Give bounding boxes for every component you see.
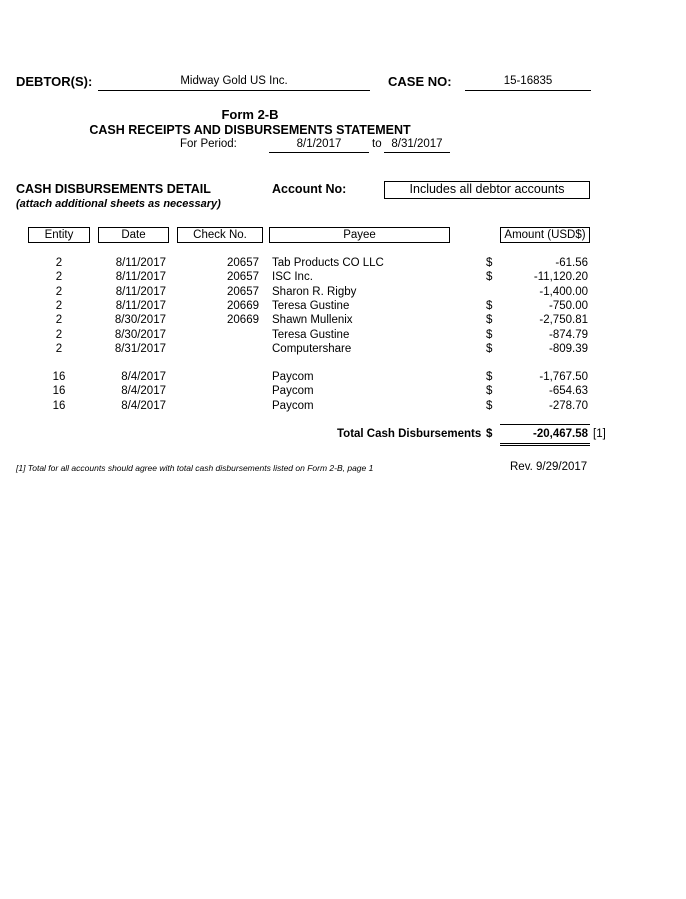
row-payee: Computershare <box>272 343 352 355</box>
row-payee: Tab Products CO LLC <box>272 257 384 269</box>
row-entity: 16 <box>52 385 66 397</box>
period-from: 8/1/2017 <box>296 138 342 150</box>
row-currency: $ <box>486 314 493 326</box>
case-value: 15-16835 <box>503 75 553 87</box>
row-entity: 2 <box>55 329 63 341</box>
row-date: 8/4/2017 <box>121 371 166 383</box>
row-amount: -61.56 <box>555 257 588 269</box>
period-to-word: to <box>372 138 382 150</box>
section-note: (attach additional sheets as necessary) <box>16 198 221 210</box>
col-header-amount: Amount (USD$) <box>500 227 590 243</box>
account-label: Account No: <box>272 182 347 196</box>
row-payee: Sharon R. Rigby <box>272 286 357 298</box>
row-amount: -1,767.50 <box>539 371 588 383</box>
row-date: 8/30/2017 <box>114 314 166 326</box>
col-header-payee: Payee <box>269 227 450 243</box>
period-label: For Period: <box>180 138 237 150</box>
row-amount: -654.63 <box>548 385 588 397</box>
row-entity: 2 <box>55 343 63 355</box>
col-header-check: Check No. <box>177 227 263 243</box>
period-from-underline <box>269 152 369 153</box>
col-header-entity: Entity <box>28 227 90 243</box>
period-to: 8/31/2017 <box>391 138 443 150</box>
total-footnote-ref: [1] <box>593 428 606 440</box>
total-double-rule <box>500 441 590 446</box>
case-label: CASE NO: <box>388 74 452 89</box>
row-amount: -11,120.20 <box>533 271 588 283</box>
account-value-box: Includes all debtor accounts <box>384 181 590 199</box>
row-amount: -1,400.00 <box>539 286 588 298</box>
row-date: 8/11/2017 <box>115 300 166 312</box>
row-date: 8/11/2017 <box>115 286 166 298</box>
row-check-no: 20669 <box>227 314 259 326</box>
revision-date: Rev. 9/29/2017 <box>510 461 588 473</box>
debtor-value: Midway Gold US Inc. <box>180 75 288 87</box>
row-date: 8/11/2017 <box>115 257 166 269</box>
row-entity: 2 <box>55 257 63 269</box>
row-amount: -2,750.81 <box>539 314 588 326</box>
form-title: CASH RECEIPTS AND DISBURSEMENTS STATEMENT <box>89 123 411 137</box>
row-entity: 2 <box>55 300 63 312</box>
row-currency: $ <box>486 385 493 397</box>
row-currency: $ <box>486 271 493 283</box>
footnote-text: [1] Total for all accounts should agree with total cash disbursements listed on Form 2-B, page 1 <box>16 463 374 473</box>
row-payee: Teresa Gustine <box>272 300 350 312</box>
debtor-label: DEBTOR(S): <box>16 74 93 89</box>
total-currency: $ <box>486 428 493 440</box>
row-payee: ISC Inc. <box>272 271 313 283</box>
total-label: Total Cash Disbursements <box>337 428 482 440</box>
total-value: -20,467.58 <box>533 428 588 440</box>
row-date: 8/30/2017 <box>114 329 166 341</box>
row-date: 8/4/2017 <box>121 400 166 412</box>
period-to-underline <box>384 152 450 153</box>
row-check-no: 20669 <box>227 300 259 312</box>
row-amount: -278.70 <box>548 400 588 412</box>
row-currency: $ <box>486 329 493 341</box>
row-check-no: 20657 <box>227 286 259 298</box>
row-amount: -750.00 <box>548 300 588 312</box>
row-check-no: 20657 <box>227 271 259 283</box>
row-date: 8/4/2017 <box>121 385 166 397</box>
row-date: 8/11/2017 <box>115 271 166 283</box>
row-check-no: 20657 <box>227 257 259 269</box>
row-entity: 2 <box>55 271 63 283</box>
row-payee: Paycom <box>272 385 314 397</box>
row-entity: 2 <box>55 314 63 326</box>
row-entity: 16 <box>52 371 66 383</box>
form-id: Form 2-B <box>221 107 279 122</box>
col-header-date: Date <box>98 227 169 243</box>
row-currency: $ <box>486 343 493 355</box>
row-payee: Shawn Mullenix <box>272 314 353 326</box>
total-top-rule <box>500 424 590 425</box>
row-currency: $ <box>486 257 493 269</box>
row-payee: Paycom <box>272 400 314 412</box>
debtor-underline <box>98 90 370 91</box>
row-currency: $ <box>486 400 493 412</box>
row-entity: 16 <box>52 400 66 412</box>
case-underline <box>465 90 591 91</box>
row-payee: Teresa Gustine <box>272 329 350 341</box>
row-date: 8/31/2017 <box>114 343 166 355</box>
row-currency: $ <box>486 371 493 383</box>
row-currency: $ <box>486 300 493 312</box>
section-title: CASH DISBURSEMENTS DETAIL <box>16 182 211 196</box>
row-payee: Paycom <box>272 371 314 383</box>
row-entity: 2 <box>55 286 63 298</box>
row-amount: -874.79 <box>548 329 588 341</box>
row-amount: -809.39 <box>548 343 588 355</box>
